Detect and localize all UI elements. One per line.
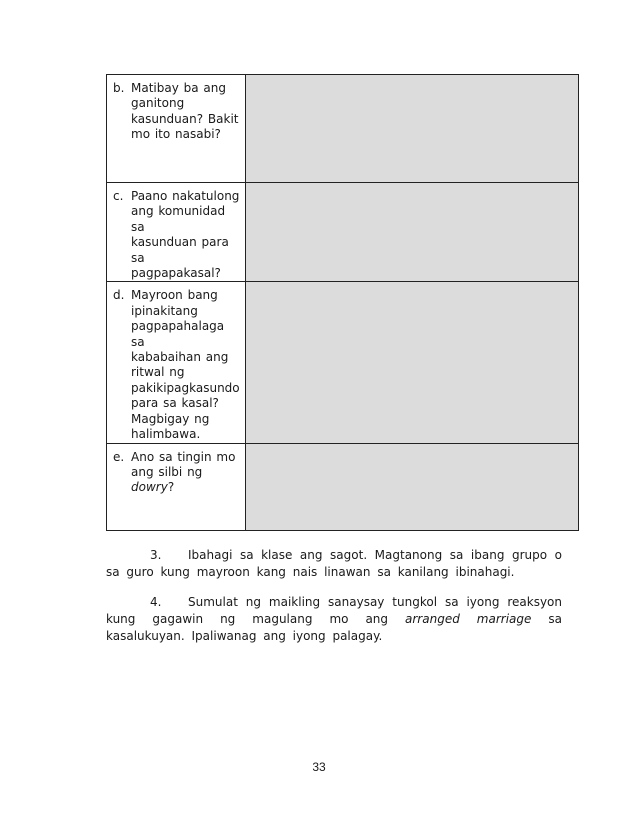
question-table bbox=[106, 74, 579, 531]
question-emphasis: dowry bbox=[131, 480, 168, 495]
question-text: Matibay ba ang ganitong kasunduan? Bakit mo ito nasabi? bbox=[131, 81, 239, 142]
instruction-item-4 bbox=[106, 594, 562, 645]
table-row bbox=[107, 183, 579, 282]
question-cell bbox=[107, 75, 246, 183]
item-emphasis: arranged marriage bbox=[405, 612, 532, 626]
question-letter: e. bbox=[113, 449, 125, 464]
item-number: 4. bbox=[150, 595, 162, 609]
question-text bbox=[131, 450, 241, 496]
item-text-end: sa kasalukuyan. Ipaliwanag ang iyong palagay. bbox=[106, 612, 562, 643]
question-letter: b. bbox=[113, 81, 125, 95]
question-cell bbox=[107, 443, 246, 530]
question-letter: d. bbox=[113, 288, 125, 303]
page-number: 33 bbox=[312, 760, 326, 774]
instruction-item-3 bbox=[106, 547, 562, 581]
question-text: Paano nakatulong ang komunidad sa kasunduan para sa pagpapakasal? bbox=[131, 189, 240, 281]
answer-cell[interactable] bbox=[246, 75, 579, 183]
question-cell bbox=[107, 282, 246, 443]
table-row bbox=[107, 443, 579, 530]
answer-cell[interactable] bbox=[246, 183, 579, 282]
question-text-main: Ano sa tingin mo ang silbi ng bbox=[131, 449, 236, 479]
question-text: Mayroon bang ipinakitang pagpapahalaga sa kababaihan ang ritwal ng pakikipagkasundo para sa kasal? Magbigay ng halimbawa. bbox=[131, 288, 240, 442]
question-tail: ? bbox=[167, 480, 175, 495]
table-row bbox=[107, 282, 579, 443]
item-text: Sumulat ng maikling sanaysay tungkol sa iyong reaksyon kung gagawin ng magulang mo ang bbox=[106, 595, 562, 626]
table-row bbox=[107, 75, 579, 183]
item-number: 3. bbox=[150, 548, 162, 562]
question-letter: c. bbox=[113, 189, 124, 203]
answer-cell[interactable] bbox=[246, 282, 579, 443]
answer-cell[interactable] bbox=[246, 443, 579, 530]
item-text: Ibahagi sa klase ang sagot. Magtanong sa ibang grupo o sa guro kung mayroon kang nais linawan sa kanilang ibinahagi. bbox=[106, 548, 562, 579]
question-cell bbox=[107, 183, 246, 282]
